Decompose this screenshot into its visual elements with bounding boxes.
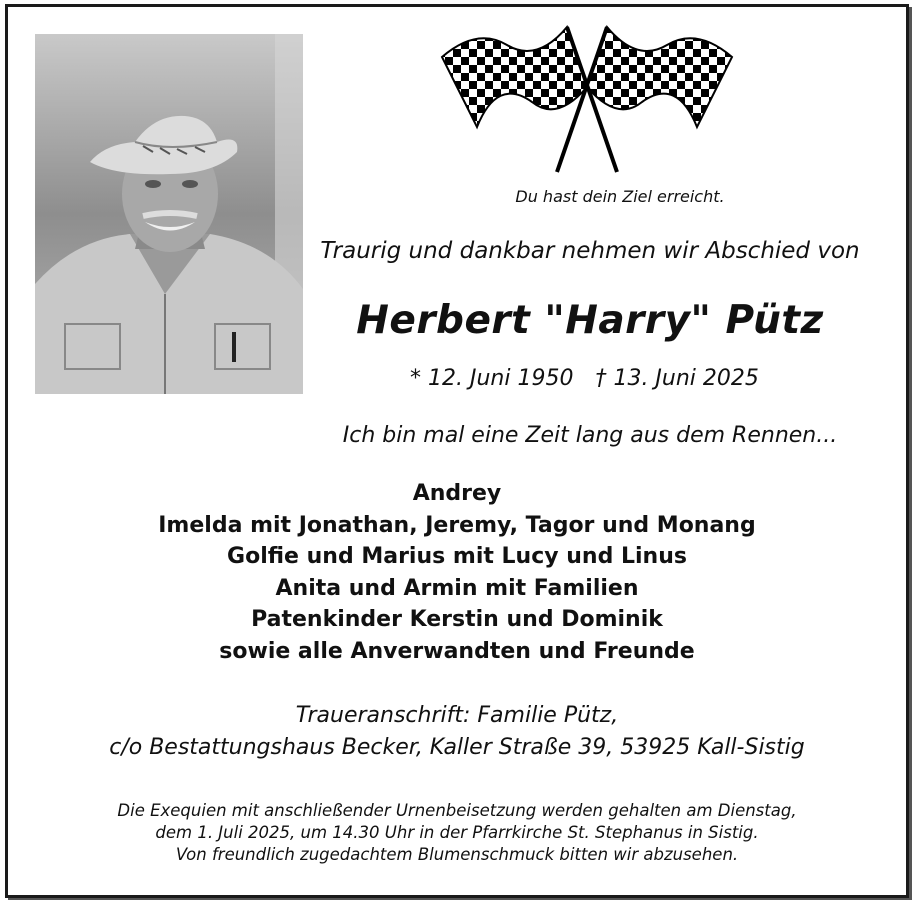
mourner-line: Imelda mit Jonathan, Jeremy, Tagor und Monang xyxy=(158,512,756,538)
portrait-photo xyxy=(35,34,303,394)
mourner-line: sowie alle Anverwandten und Freunde xyxy=(219,638,695,664)
mourner-line: Anita und Armin mit Familien xyxy=(275,575,639,601)
quote: Ich bin mal eine Zeit lang aus dem Rennen... xyxy=(342,423,838,448)
notice-line: Die Exequien mit anschließender Urnenbeisetzung werden gehalten am Dienstag, xyxy=(117,801,797,820)
mourner-line: Patenkinder Kerstin und Dominik xyxy=(251,607,663,632)
mourner-line: Golfie und Marius mit Lucy und Linus xyxy=(227,544,687,569)
funeral-notice xyxy=(0,800,914,866)
notice-line: dem 1. Juli 2025, um 14.30 Uhr in der Pfarrkirche St. Stephanus in Sistig. xyxy=(155,823,759,842)
address-line: c/o Bestattungshaus Becker, Kaller Straße 39, 53925 Kall-Sistig xyxy=(109,735,805,760)
notice-line: Von freundlich zugedachtem Blumenschmuck bitten wir abzusehen. xyxy=(175,845,739,864)
intro-text: Traurig und dankbar nehmen wir Abschied von xyxy=(320,238,860,264)
deceased-name: Herbert "Harry" Pütz xyxy=(356,298,824,343)
tagline: Du hast dein Ziel erreicht. xyxy=(515,187,725,206)
birth-date: * 12. Juni 1950 xyxy=(410,366,574,391)
mourning-address xyxy=(0,700,914,764)
mourners-list xyxy=(0,478,914,667)
address-line: Traueranschrift: Familie Pütz, xyxy=(295,703,619,728)
life-dates xyxy=(410,366,781,391)
death-date: † 13. Juni 2025 xyxy=(595,366,759,391)
mourner-line: Andrey xyxy=(412,481,502,506)
checkered-flags-icon xyxy=(437,17,737,177)
